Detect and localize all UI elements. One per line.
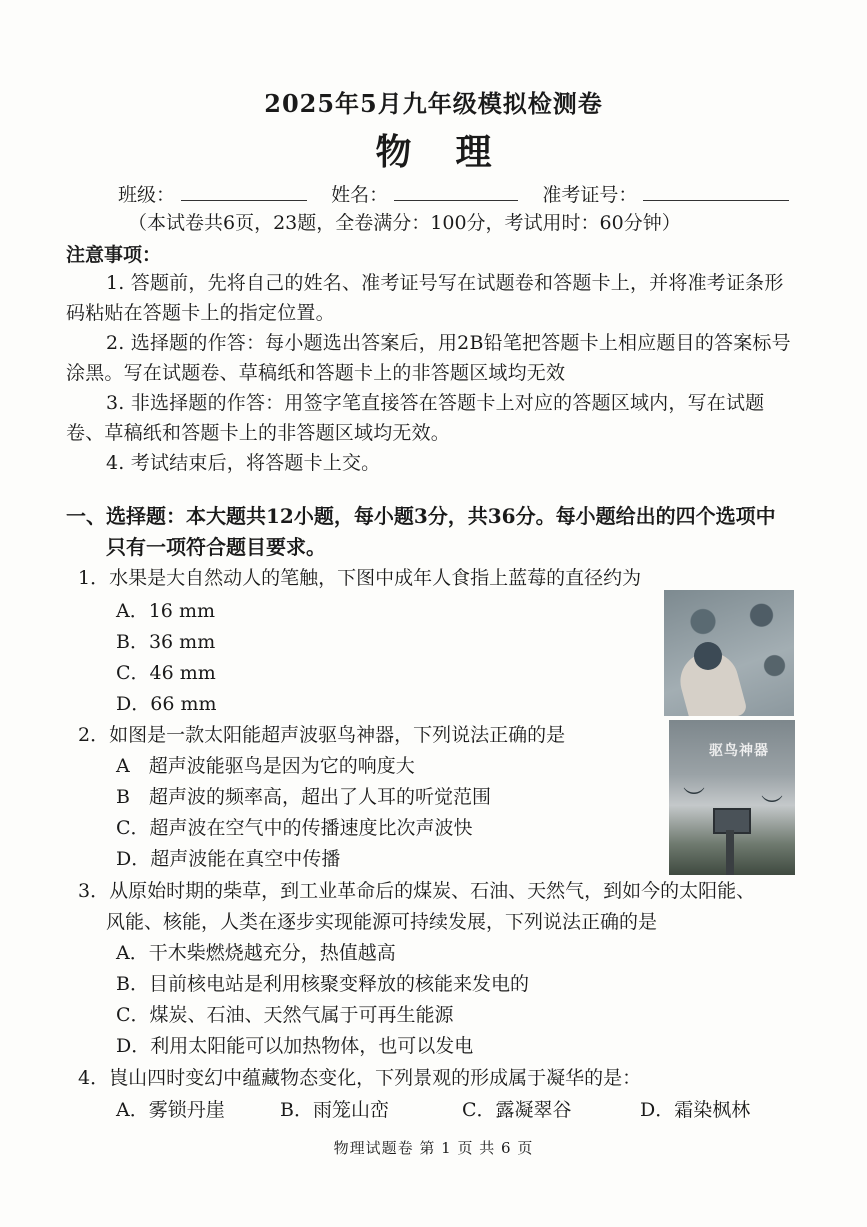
name-label: 姓名： [331, 184, 389, 206]
exam-title: 2025年5月九年级模拟检测卷 [264, 89, 603, 118]
question-2-option-c: C．超声波在空气中的传播速度比次声波快 [116, 817, 473, 839]
device-pole-shape [726, 830, 734, 875]
notice-item: 2. 选择题的作答：每小题选出答案后，用2B铅笔把答题卡上相应题目的答案标号涂黑。写在试题卷、草稿纸和答题卡上的非答题区域均无效 [66, 332, 791, 384]
notice-heading: 注意事项： [66, 244, 162, 266]
question-3-stem-line2: 风能、核能，人类在逐步实现能源可持续发展，下列说法正确的是 [106, 911, 658, 933]
class-blank [181, 182, 307, 201]
question-3-option-c: C．煤炭、石油、天然气属于可再生能源 [116, 1004, 454, 1026]
question-3-option-a: A．干木柴燃烧越充分，热值越高 [116, 942, 396, 964]
bird-repeller-banner: 驱鸟神器 [709, 743, 769, 759]
question-4-option-d: D．霜染枫林 [640, 1099, 751, 1121]
student-info-row [118, 180, 789, 207]
name-blank [394, 182, 518, 201]
notice-item: 3. 非选择题的作答：用签字笔直接答在答题卡上对应的答题区域内，写在试题卷、草稿纸和答题卡上的非答题区域均无效。 [66, 392, 765, 444]
question-3-option-d: D．利用太阳能可以加热物体，也可以发电 [116, 1035, 474, 1057]
question-2-option-d: D．超声波能在真空中传播 [116, 848, 341, 870]
blueberry-finger-photo [664, 590, 794, 716]
page-footer: 物理试题卷 第 1 页 共 6 页 [333, 1139, 534, 1157]
question-3-option-b: B．目前核电站是利用核聚变释放的核能来发电的 [116, 973, 529, 995]
question-1-option-b: B．36 mm [116, 631, 216, 653]
question-3-stem: 3．从原始时期的柴草，到工业革命后的煤炭、石油、天然气，到如今的太阳能、 [78, 880, 756, 902]
question-4-option-a: A．雾锁丹崖 [116, 1099, 225, 1121]
notice-item: 1. 答题前，先将自己的姓名、准考证号写在试题卷和答题卡上，并将准考证条形码粘贴在答题卡上的指定位置。 [66, 272, 784, 324]
question-1-stem: 1．水果是大自然动人的笔触，下图中成年人食指上蓝莓的直径约为 [78, 567, 642, 589]
exam-no-label: 准考证号： [542, 184, 638, 206]
question-1-option-c: C．46 mm [116, 662, 216, 684]
section-heading-line2: 只有一项符合题目要求。 [106, 535, 326, 559]
bird-repeller-photo [669, 720, 795, 875]
subject-title: 物理 [375, 131, 536, 173]
bird-icon: ︶ [683, 787, 706, 812]
question-2-option-a: A 超声波能驱鸟是因为它的响度大 [116, 755, 415, 777]
question-1-option-d: D．66 mm [116, 693, 217, 715]
question-2-stem: 2．如图是一款太阳能超声波驱鸟神器，下列说法正确的是 [78, 724, 566, 746]
question-2-option-b: B 超声波的频率高，超出了人耳的听觉范围 [116, 786, 491, 808]
section-heading: 一、选择题：本大题共12小题，每小题3分，共36分。每小题给出的四个选项中 [66, 504, 776, 528]
notice-item: 4. 考试结束后，将答题卡上交。 [106, 452, 381, 474]
blueberry-shape [694, 642, 722, 670]
question-4-stem: 4．崀山四时变幻中蕴藏物态变化，下列景观的形成属于凝华的是： [78, 1067, 642, 1089]
exam-meta: （本试卷共6页，23题，全卷满分：100分，考试用时：60分钟） [128, 212, 681, 234]
class-label: 班级： [118, 184, 176, 206]
question-4-option-c: C．露凝翠谷 [462, 1099, 572, 1121]
exam-no-blank [643, 182, 789, 201]
bird-icon: ︶ [761, 795, 784, 820]
question-1-option-a: A．16 mm [116, 600, 215, 622]
question-4-option-b: B．雨笼山峦 [280, 1099, 389, 1121]
